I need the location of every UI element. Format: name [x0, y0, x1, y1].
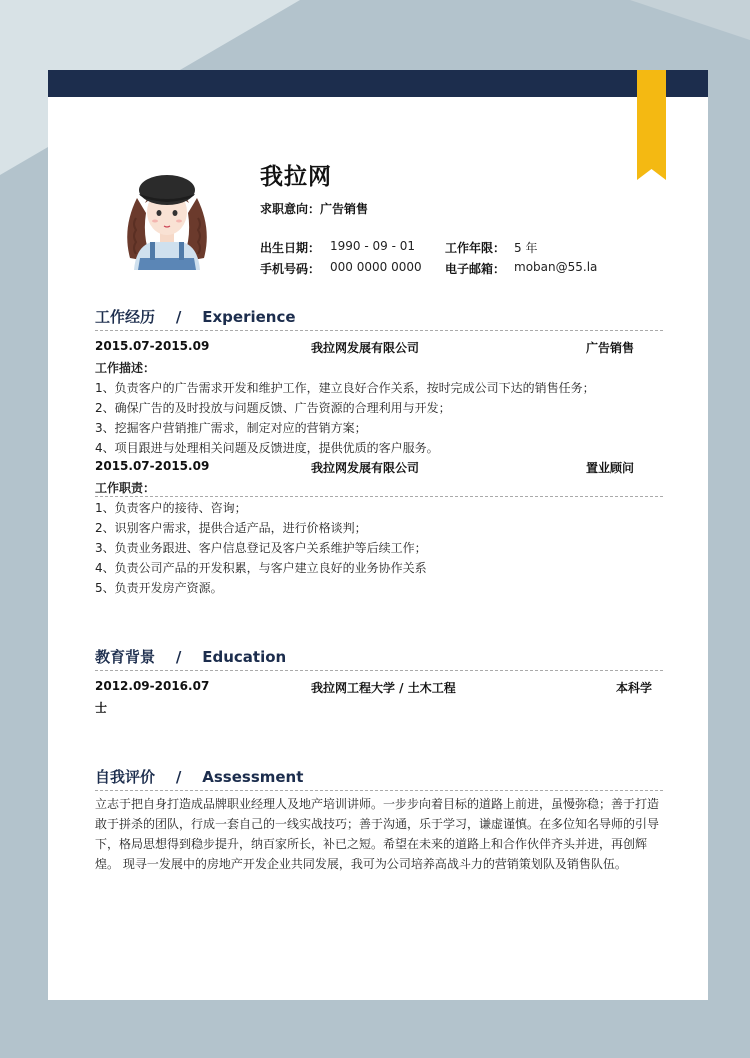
birth-label: 出生日期： — [260, 241, 321, 255]
education-title: 教育背景 / Education — [95, 648, 287, 666]
job-period: 2015.07-2015.09 — [95, 339, 210, 353]
edu-degree-wrap: 士 — [95, 701, 108, 715]
job-desc-item: 1、负责客户的广告需求开发和维护工作，建立良好合作关系，按时完成公司下达的销售任务； — [95, 381, 595, 395]
job-desc-item: 1、负责客户的接待、咨询； — [95, 501, 247, 515]
background-shape-corner — [630, 0, 750, 40]
years-value: 5 年 — [514, 241, 538, 255]
resume-page — [48, 70, 708, 1000]
assessment-title: 自我评价 / Assessment — [95, 768, 304, 786]
job-desc-label: 工作职责： — [95, 481, 156, 495]
job-desc-item: 3、挖掘客户营销推广需求，制定对应的营销方案； — [95, 421, 367, 435]
section-divider — [95, 790, 663, 791]
email-value: moban@55.la — [514, 260, 598, 274]
job-desc-item: 2、确保广告的及时投放与问题反馈、广告资源的合理利用与开发； — [95, 401, 451, 415]
job-company: 我拉网发展有限公司 — [311, 461, 420, 475]
job-desc-item: 5、负责开发房产资源。 — [95, 581, 223, 595]
bookmark-ribbon — [637, 70, 666, 180]
job-desc-item: 4、项目跟进与处理相关问题及反馈进度，提供优质的客户服务。 — [95, 441, 439, 455]
job-desc-item: 3、负责业务跟进、客户信息登记及客户关系维护等后续工作； — [95, 541, 427, 555]
job-period: 2015.07-2015.09 — [95, 459, 210, 473]
section-divider — [95, 496, 663, 497]
job-desc-item: 2、识别客户需求，提供合适产品，进行价格谈判； — [95, 521, 367, 535]
avatar — [112, 158, 222, 270]
birth-value: 1990 - 09 - 01 — [330, 239, 415, 253]
job-desc-label: 工作描述： — [95, 361, 156, 375]
email-label: 电子邮箱： — [445, 262, 506, 276]
job-desc-item: 4、负责公司产品的开发积累，与客户建立良好的业务协作关系 — [95, 561, 427, 575]
experience-title: 工作经历 / Experience — [95, 308, 296, 326]
edu-school: 我拉网工程大学 / 土木工程 — [311, 681, 456, 695]
job-intent-label: 求职意向： — [260, 202, 321, 216]
job-role: 广告销售 — [586, 341, 635, 355]
edu-degree: 本科学 — [616, 681, 653, 695]
phone-value: 000 0000 0000 — [330, 260, 422, 274]
section-divider — [95, 330, 663, 331]
job-role: 置业顾问 — [586, 461, 635, 475]
job-intent — [260, 200, 368, 217]
phone-label: 手机号码： — [260, 262, 321, 276]
section-divider — [95, 670, 663, 671]
edu-period: 2012.09-2016.07 — [95, 679, 210, 693]
top-bar — [48, 70, 708, 97]
assessment-text: 立志于把自身打造成品牌职业经理人及地产培训讲师。一步步向着目标的道路上前进，虽慢弥稳；善于打造敢于拼杀的团队，行成一套自己的一线实战技巧；善于沟通，乐于学习，谦虚谨慎。在多位知名导师的引导下，格局思想得到稳步提升，纳百家所长，补已之短。希望在未来的道路上和合作伙伴齐头并进，再创辉煌。 现寻一发展中的房地产开发企业共同发展，我可为公司培养高战斗力的营销策划队及销售队伍。 — [95, 797, 660, 871]
job-company: 我拉网发展有限公司 — [311, 341, 420, 355]
candidate-name: 我拉网 — [260, 164, 332, 190]
job-intent-value: 广告销售 — [320, 202, 369, 216]
years-label: 工作年限： — [445, 241, 506, 255]
